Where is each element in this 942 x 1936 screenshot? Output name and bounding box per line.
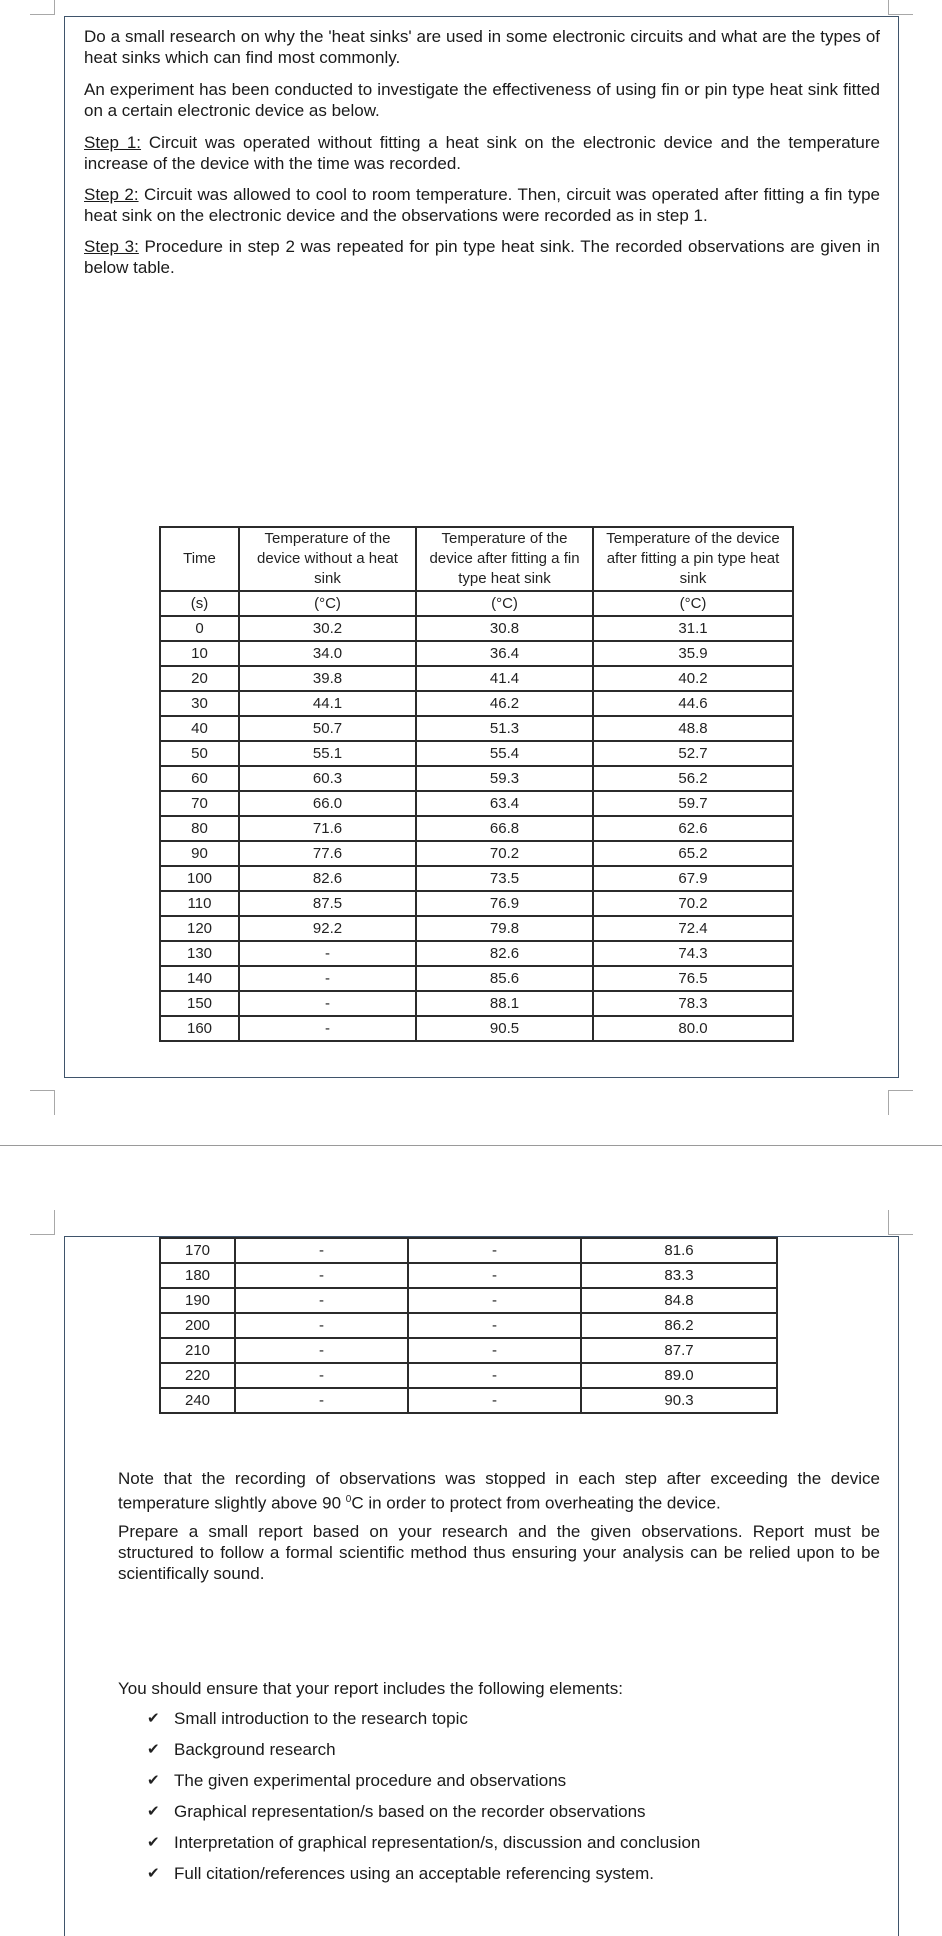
checklist-item-text: Interpretation of graphical representation/s, discussion and conclusion [174,1833,701,1852]
cell-pin-heat-sink: 62.6 [593,816,793,841]
checklist-item-text: Graphical representation/s based on the recorder observations [174,1802,646,1821]
cell-fin-heat-sink: 76.9 [416,891,593,916]
cell-pin-heat-sink: 83.3 [581,1263,777,1288]
cell-pin-heat-sink: 72.4 [593,916,793,941]
cell-pin-heat-sink: 35.9 [593,641,793,666]
cell-pin-heat-sink: 65.2 [593,841,793,866]
cell-fin-heat-sink: 41.4 [416,666,593,691]
cell-no-heat-sink: - [235,1288,408,1313]
cell-pin-heat-sink: 44.6 [593,691,793,716]
cell-time: 170 [160,1238,235,1263]
cell-pin-heat-sink: 31.1 [593,616,793,641]
cell-time: 30 [160,691,239,716]
table-row [160,941,793,966]
unit-fin-heat-sink: (°C) [416,591,593,616]
checkmark-icon: ✔ [147,1834,160,1851]
cell-fin-heat-sink: - [408,1313,581,1338]
table-units-row [160,591,793,616]
step-2-text: Circuit was allowed to cool to room temperature. Then, circuit was operated after fitting a fin type heat sink on the electronic device and the observations were recorded as in step 1. [84,185,880,225]
cell-no-heat-sink: 34.0 [239,641,416,666]
cell-no-heat-sink: - [235,1263,408,1288]
cell-no-heat-sink: 87.5 [239,891,416,916]
checklist-item-text: Background research [174,1740,336,1759]
intro-paragraph [84,26,880,68]
step-1-label: Step 1: [84,133,142,152]
cell-no-heat-sink: - [235,1388,408,1413]
checklist-item [147,1796,700,1827]
checklist-item [147,1765,700,1796]
table-row [160,741,793,766]
cell-time: 80 [160,816,239,841]
cell-no-heat-sink: 39.8 [239,666,416,691]
cell-time: 50 [160,741,239,766]
checkmark-icon: ✔ [147,1710,160,1727]
cell-fin-heat-sink: - [408,1288,581,1313]
table-header-row [160,527,793,591]
step-2 [84,184,880,226]
cell-time: 240 [160,1388,235,1413]
note-paragraph [118,1468,880,1514]
cell-time: 40 [160,716,239,741]
cell-time: 160 [160,1016,239,1041]
note-text-2: C in order to protect from overheating the device. [351,1493,721,1513]
cell-no-heat-sink: - [239,941,416,966]
table-row [160,766,793,791]
cell-pin-heat-sink: 40.2 [593,666,793,691]
table-row [160,991,793,1016]
header-fin-heat-sink: Temperature of the device after fitting a fin type heat sink [416,527,593,591]
table-row [160,1016,793,1041]
report-elements-checklist [147,1703,700,1889]
elements-intro [118,1678,880,1699]
cell-no-heat-sink: 82.6 [239,866,416,891]
table-row [160,791,793,816]
elements-intro-text: You should ensure that your report includes the following elements: [118,1679,623,1698]
cell-no-heat-sink: - [235,1238,408,1263]
table-row [160,841,793,866]
header-no-heat-sink: Temperature of the device without a heat sink [239,527,416,591]
cell-time: 130 [160,941,239,966]
cell-time: 210 [160,1338,235,1363]
report-instruction-text: Prepare a small report based on your research and the given observations. Report must be structured to follow a formal scientific method thus ensuring your analysis can be relied upon to be scientifically sound. [118,1522,880,1583]
cell-pin-heat-sink: 86.2 [581,1313,777,1338]
cell-time: 220 [160,1363,235,1388]
checklist-item [147,1858,700,1889]
cell-pin-heat-sink: 67.9 [593,866,793,891]
step-1 [84,132,880,174]
checkmark-icon: ✔ [147,1741,160,1758]
cell-fin-heat-sink: 79.8 [416,916,593,941]
note-text-1: Note that the recording of observations was stopped in each step after exceeding the device temperature slightly above 90 [118,1469,880,1513]
cell-pin-heat-sink: 52.7 [593,741,793,766]
table-row [160,641,793,666]
cell-time: 150 [160,991,239,1016]
cell-fin-heat-sink: 90.5 [416,1016,593,1041]
crop-mark-bottom-left [30,1090,55,1115]
cell-no-heat-sink: 55.1 [239,741,416,766]
step-3-label: Step 3: [84,237,139,256]
intro-text: Do a small research on why the 'heat sinks' are used in some electronic circuits and what are the types of heat sinks which can find most commonly. [84,27,880,67]
crop-mark-top-right [888,0,913,15]
cell-fin-heat-sink: 82.6 [416,941,593,966]
cell-time: 200 [160,1313,235,1338]
cell-no-heat-sink: - [239,991,416,1016]
cell-pin-heat-sink: 59.7 [593,791,793,816]
cell-pin-heat-sink: 76.5 [593,966,793,991]
header-pin-heat-sink: Temperature of the device after fitting a pin type heat sink [593,527,793,591]
cell-time: 180 [160,1263,235,1288]
cell-fin-heat-sink: 63.4 [416,791,593,816]
cell-no-heat-sink: 77.6 [239,841,416,866]
cell-fin-heat-sink: 30.8 [416,616,593,641]
checkmark-icon: ✔ [147,1865,160,1882]
cell-pin-heat-sink: 78.3 [593,991,793,1016]
unit-pin-heat-sink: (°C) [593,591,793,616]
unit-time: (s) [160,591,239,616]
cell-no-heat-sink: - [235,1363,408,1388]
checklist-item [147,1703,700,1734]
cell-time: 90 [160,841,239,866]
cell-pin-heat-sink: 87.7 [581,1338,777,1363]
table-row [160,666,793,691]
cell-time: 60 [160,766,239,791]
cell-no-heat-sink: 66.0 [239,791,416,816]
observations-table [159,526,794,1042]
table-row [160,866,793,891]
cell-pin-heat-sink: 90.3 [581,1388,777,1413]
cell-fin-heat-sink: 85.6 [416,966,593,991]
cell-time: 10 [160,641,239,666]
checklist-item [147,1827,700,1858]
cell-no-heat-sink: - [239,1016,416,1041]
cell-fin-heat-sink: 70.2 [416,841,593,866]
cell-fin-heat-sink: 55.4 [416,741,593,766]
table-row [160,1238,777,1263]
cell-time: 70 [160,791,239,816]
crop-mark-bottom-right [888,1090,913,1115]
unit-no-heat-sink: (°C) [239,591,416,616]
table-row [160,966,793,991]
cell-fin-heat-sink: - [408,1263,581,1288]
crop-mark-top-right [888,1210,913,1235]
checklist-item [147,1734,700,1765]
cell-no-heat-sink: - [235,1313,408,1338]
cell-no-heat-sink: - [239,966,416,991]
cell-no-heat-sink: 44.1 [239,691,416,716]
experiment-text: An experiment has been conducted to investigate the effectiveness of using fin or pin type heat sink fitted on a certain electronic device as below. [84,80,880,120]
cell-pin-heat-sink: 81.6 [581,1238,777,1263]
cell-pin-heat-sink: 80.0 [593,1016,793,1041]
cell-time: 20 [160,666,239,691]
table-row [160,716,793,741]
cell-pin-heat-sink: 84.8 [581,1288,777,1313]
cell-time: 120 [160,916,239,941]
cell-no-heat-sink: 60.3 [239,766,416,791]
cell-time: 100 [160,866,239,891]
checklist-item-text: The given experimental procedure and observations [174,1771,567,1790]
page-2 [0,1146,942,1920]
table-row [160,1313,777,1338]
cell-fin-heat-sink: 88.1 [416,991,593,1016]
checkmark-icon: ✔ [147,1772,160,1789]
cell-time: 110 [160,891,239,916]
cell-fin-heat-sink: 36.4 [416,641,593,666]
step-3 [84,236,880,278]
cell-pin-heat-sink: 48.8 [593,716,793,741]
table-row [160,616,793,641]
cell-no-heat-sink: 71.6 [239,816,416,841]
cell-pin-heat-sink: 74.3 [593,941,793,966]
step-1-text: Circuit was operated without fitting a heat sink on the electronic device and the temperature increase of the device with the time was recorded. [84,133,880,173]
experiment-paragraph [84,79,880,121]
step-2-label: Step 2: [84,185,139,204]
cell-fin-heat-sink: 59.3 [416,766,593,791]
cell-pin-heat-sink: 89.0 [581,1363,777,1388]
cell-no-heat-sink: - [235,1338,408,1363]
table-row [160,891,793,916]
cell-pin-heat-sink: 56.2 [593,766,793,791]
cell-fin-heat-sink: 51.3 [416,716,593,741]
checklist-item-text: Full citation/references using an acceptable referencing system. [174,1864,655,1883]
cell-time: 190 [160,1288,235,1313]
table-row [160,1363,777,1388]
table-row [160,691,793,716]
cell-fin-heat-sink: 66.8 [416,816,593,841]
cell-fin-heat-sink: 73.5 [416,866,593,891]
step-3-text: Procedure in step 2 was repeated for pin type heat sink. The recorded observations are given in below table. [84,237,880,277]
table-row [160,1388,777,1413]
cell-no-heat-sink: 50.7 [239,716,416,741]
header-time: Time [160,527,239,591]
cell-fin-heat-sink: - [408,1338,581,1363]
table-row [160,1288,777,1313]
cell-no-heat-sink: 30.2 [239,616,416,641]
crop-mark-top-left [30,0,55,15]
cell-fin-heat-sink: - [408,1238,581,1263]
table-row [160,916,793,941]
observations-table-continued [159,1237,778,1414]
cell-no-heat-sink: 92.2 [239,916,416,941]
cell-fin-heat-sink: - [408,1388,581,1413]
checkmark-icon: ✔ [147,1803,160,1820]
cell-fin-heat-sink: - [408,1363,581,1388]
table-row [160,1338,777,1363]
cell-time: 0 [160,616,239,641]
report-instruction [118,1521,880,1584]
crop-mark-top-left [30,1210,55,1235]
degree-superscript: 0 [345,1494,352,1505]
table-row [160,1263,777,1288]
cell-fin-heat-sink: 46.2 [416,691,593,716]
cell-time: 140 [160,966,239,991]
cell-pin-heat-sink: 70.2 [593,891,793,916]
table-row [160,816,793,841]
checklist-item-text: Small introduction to the research topic [174,1709,468,1728]
